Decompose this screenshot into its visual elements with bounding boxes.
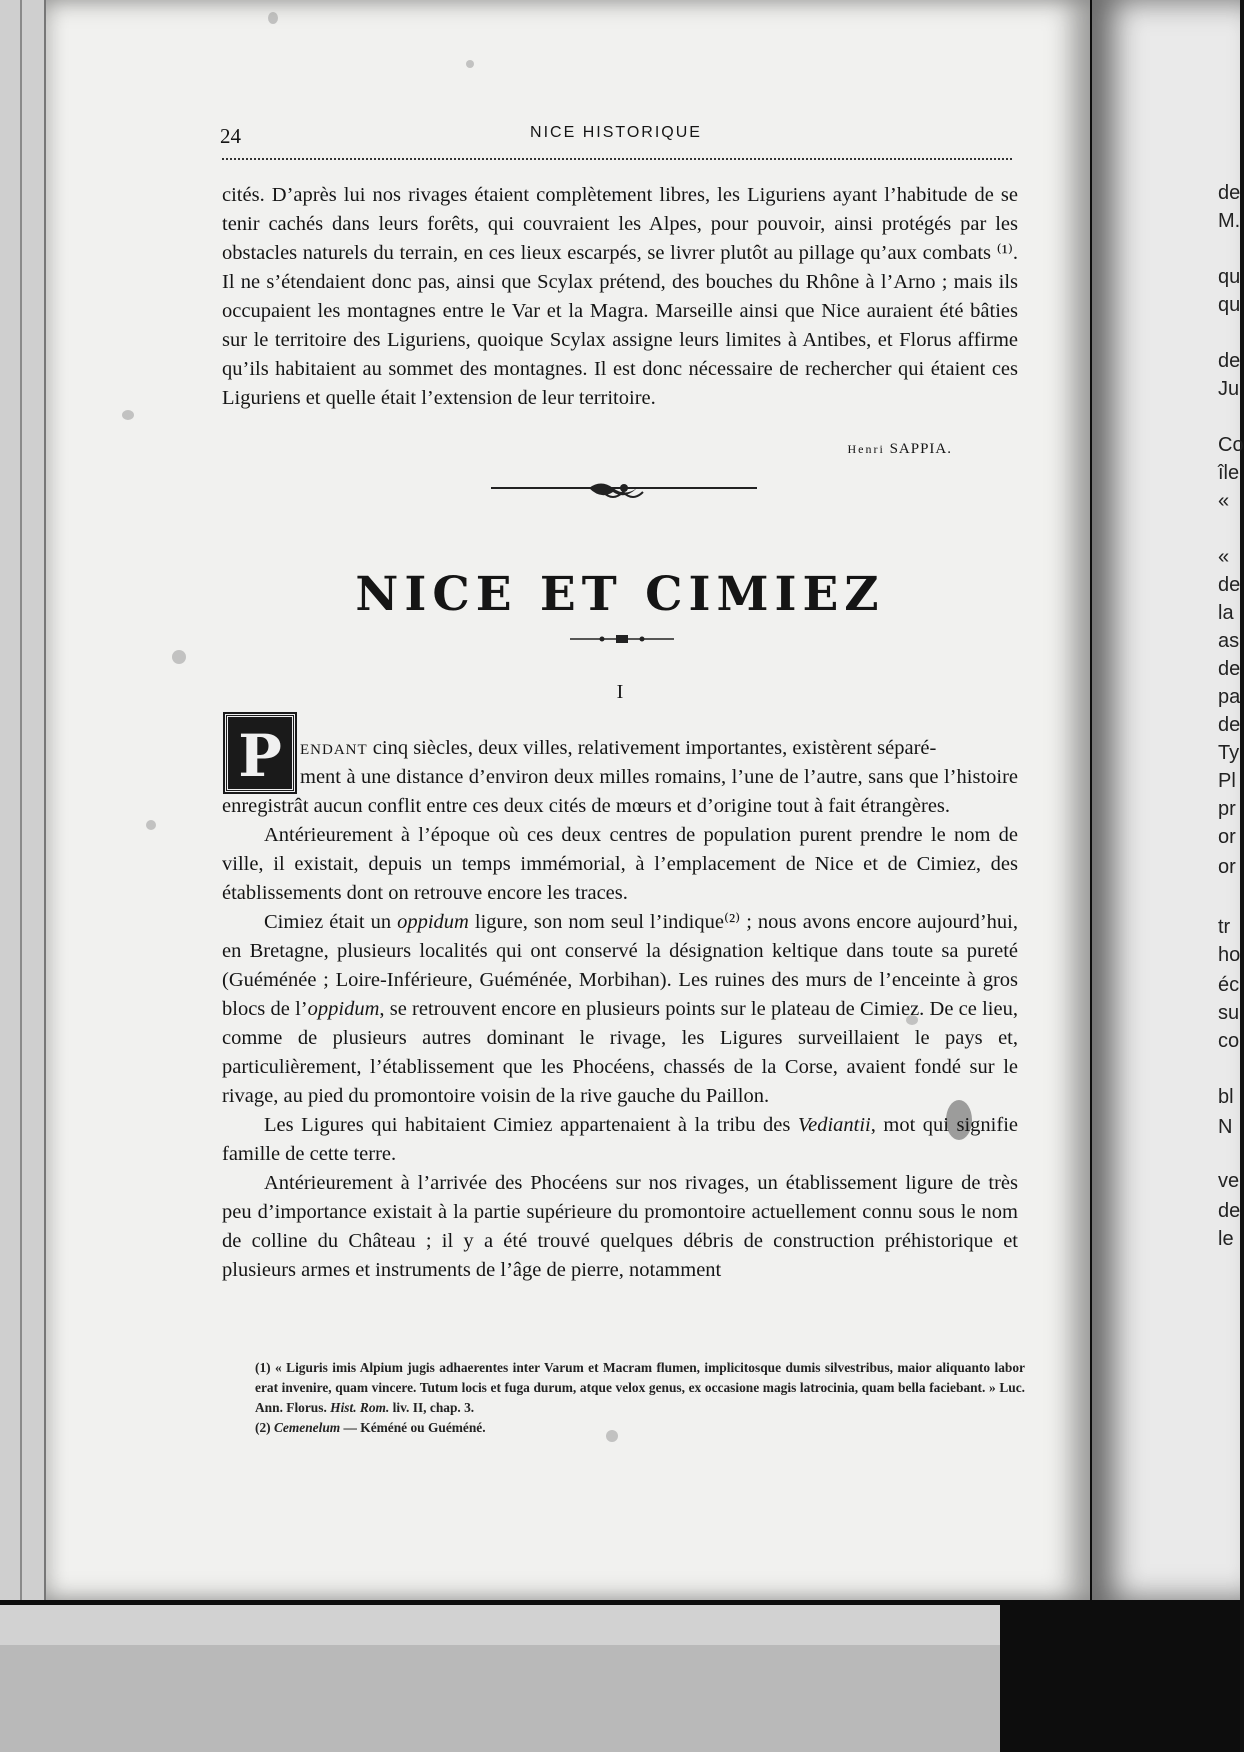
- foxing-spot: [122, 410, 134, 420]
- p3-italic-oppidum-2: oppidum: [307, 998, 380, 1020]
- scan-bottom-margin: [0, 1605, 1000, 1752]
- p4-text-b: , mot qui signifie famille de cette terre.: [222, 1114, 1018, 1165]
- facing-page-fragment: Ty: [1218, 742, 1240, 764]
- signature-first-name: Henri: [847, 442, 885, 456]
- fn1-text-a: (1) « Liguris imis Alpium jugis adhaerentes inter Varum et Macram flumen, implicitosque dumis silvestribus, maior aliquanto labor erat invenire, quam vincere. Tutum locis et fuga durum, atque velox genus, ex occasione magis latrocinia, quam bella faciebant. » Luc. Ann. Florus.: [255, 1360, 1025, 1415]
- p3-italic-oppidum: oppidum: [397, 911, 469, 933]
- facing-page-fragment: de: [1218, 658, 1241, 680]
- previous-article-text: [222, 181, 1018, 413]
- running-head: [186, 122, 1046, 146]
- title-flourish: [570, 632, 674, 646]
- running-title: NICE HISTORIQUE: [530, 124, 702, 141]
- fn2-text-a: (2): [255, 1420, 274, 1435]
- footnote-2: [255, 1418, 1025, 1438]
- article-title: NICE ET CIMIEZ: [355, 567, 885, 622]
- facing-page-fragment: de: [1218, 1200, 1241, 1222]
- facing-page-fragment: Co: [1218, 434, 1244, 456]
- p3-text-b: ligure, son nom seul l’indique⁽²⁾ ; nous avons encore aujourd’hui, en Bretagne, plusieurs localités qui ont conservé la désignation keltique dans toute sa pureté (Guéménée ; Loire-Inférieure, Guéménée, Morbihan). Les ruines des murs de l’enceinte à gros blocs de l’: [222, 911, 1018, 1020]
- paragraph-2: Antérieurement à l’époque où ces deux centres de population purent prendre le nom de ville, il existait, depuis un temps immémorial, à l’emplacement de Nice et de Cimiez, des établissements dont on retrouve encore les traces.: [222, 824, 1018, 904]
- decorative-initial: P: [225, 714, 295, 792]
- fn2-text-b: — Kéméné ou Guéméné.: [340, 1420, 486, 1435]
- fn1-italic: Hist. Rom.: [330, 1400, 390, 1415]
- intro-paragraph: cités. D’après lui nos rivages étaient complètement libres, les Liguriens ayant l’habitude de se tenir cachés dans leurs forêts, qui couvraient les Alpes, pour pouvoir, ainsi protégés par les obstacles naturels du terrain, en ces lieux escarpés, se livrer plutôt au pillage qu’aux combats ⁽¹⁾. Il ne s’étendaient donc pas, ainsi que Scylax prétend, des bouches du Rhône à l’Arno ; mais ils occupaient les montagnes entre le Var et la Magra. Marseille ainsi que Nice auraient été bâties sur le territoire des Liguriens, quoique Scylax assigne leurs limites à Antibes, et Florus affirme qu’ils habitaient au sommet des montagnes. Il est donc nécessaire de rechercher qui étaient ces Liguriens et quelle était l’extension de leur territoire.: [222, 184, 1018, 409]
- facing-page-fragment: tr: [1218, 916, 1231, 938]
- facing-page-fragment: qu: [1218, 266, 1241, 288]
- facing-page-fragment: «: [1218, 546, 1230, 568]
- facing-page-fragment: pr: [1218, 798, 1236, 820]
- book-spine-edge: [0, 0, 46, 1600]
- facing-page-fragment: co: [1218, 1030, 1240, 1052]
- facing-page-fragment: la: [1218, 602, 1234, 624]
- footnote-1: [255, 1358, 1025, 1418]
- footnotes: [255, 1358, 1025, 1438]
- paragraph-1-continued: ment à une distance d’environ deux milles romains, l’une de l’autre, sans que l’histoire enregistrât aucun conflit entre ces deux cités de mœurs et d’origine tout à fait étrangères.: [222, 766, 1018, 817]
- foxing-spot: [172, 650, 186, 664]
- foxing-spot: [466, 60, 474, 68]
- facing-page-fragment: M.: [1218, 210, 1241, 232]
- facing-page-fragment: Pl: [1218, 770, 1236, 792]
- paragraph-3: [222, 908, 1018, 1111]
- signature-last-name: SAPPIA.: [889, 441, 952, 457]
- section-number: I: [616, 681, 624, 703]
- first-word-small-caps: ENDANT: [300, 742, 368, 758]
- p4-text-a: Les Ligures qui habitaient Cimiez appartenaient à la tribu des: [264, 1114, 798, 1136]
- first-line-text: cinq siècles, deux villes, relativement importantes, existèrent séparé-: [372, 737, 937, 759]
- facing-page-fragment: qu: [1218, 294, 1241, 316]
- facing-page-fragment: or: [1218, 826, 1236, 848]
- header-dotted-rule: [222, 158, 1012, 160]
- facing-page-fragment: le: [1218, 1228, 1234, 1250]
- facing-page-fragment: N: [1218, 1116, 1233, 1138]
- paragraph-5: Antérieurement à l’arrivée des Phocéens sur nos rivages, un établissement ligure de très peu d’importance existait à la partie supérieure du promontoire actuellement connu sous le nom de colline du Château ; il y a été trouvé quelques débris de construction préhistorique et plusieurs armes et instruments de l’âge de pierre, notamment: [222, 1172, 1018, 1281]
- facing-page-fragment: ve: [1218, 1170, 1240, 1192]
- p3-text-c: , se retrouvent encore en plusieurs points sur le plateau de Cimiez. De ce lieu, comme de plusieurs autres dominant le rivage, les Ligures surveillaient le pays et, particulièrement, l’établissement que les Phocéens, chassés de la Corse, avaient fondé sur le rivage, au pied du promontoire voisin de la rive gauche du Paillon.: [222, 998, 1018, 1107]
- facing-page-fragment: «: [1218, 490, 1230, 512]
- fn1-text-b: liv. II, chap. 3.: [389, 1400, 475, 1415]
- facing-page-fragment: Ju: [1218, 378, 1240, 400]
- author-signature: [222, 441, 952, 458]
- page-number: 24: [220, 124, 241, 148]
- article-body: [222, 763, 1018, 1285]
- foxing-spot: [268, 12, 278, 24]
- fn2-italic: Cemenelum: [273, 1420, 341, 1435]
- facing-page-fragment: as: [1218, 630, 1240, 652]
- facing-page-fragment: pa: [1218, 686, 1241, 708]
- facing-page-fragment: de: [1218, 350, 1241, 372]
- foxing-spot: [146, 820, 156, 830]
- p4-italic-vediantii: Vediantii: [797, 1114, 871, 1136]
- ornamental-rule: [491, 478, 757, 504]
- facing-page-fragment: île: [1218, 462, 1240, 484]
- facing-page-fragment: de: [1218, 574, 1241, 596]
- facing-page-fragment: éc: [1218, 974, 1240, 996]
- facing-page-fragment: su: [1218, 1002, 1240, 1024]
- p3-text-a: Cimiez était un: [264, 911, 398, 933]
- facing-page-fragment: or: [1218, 856, 1236, 878]
- facing-page-fragment: de: [1218, 182, 1241, 204]
- first-line: [300, 734, 1018, 765]
- facing-page-fragment: ho: [1218, 944, 1241, 966]
- facing-page-fragment: bl: [1218, 1086, 1234, 1108]
- facing-page-fragment: de: [1218, 714, 1241, 736]
- paragraph-4: [222, 1111, 1018, 1169]
